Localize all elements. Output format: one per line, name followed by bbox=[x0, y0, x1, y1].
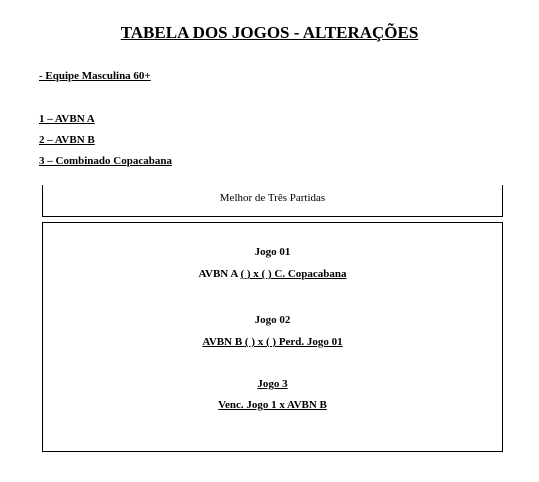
game-3-label: Jogo 3 bbox=[257, 378, 288, 390]
game-1-team-a: AVBN A bbox=[198, 268, 241, 280]
team-item-1: 1 – AVBN A bbox=[39, 113, 95, 125]
document-title: TABELA DOS JOGOS - ALTERAÇÕES bbox=[120, 23, 419, 42]
team-item-3: 3 – Combinado Copacabana bbox=[39, 155, 172, 167]
game-2-matchup bbox=[43, 336, 502, 348]
game-3-score-and-team-b: Venc. Jogo 1 x AVBN B bbox=[218, 399, 327, 411]
category-heading: - Equipe Masculina 60+ bbox=[39, 70, 151, 82]
game-3-matchup bbox=[43, 399, 502, 411]
game-1-matchup bbox=[43, 268, 502, 280]
game-1-label: Jogo 01 bbox=[254, 246, 291, 258]
game-2-score-and-team-b: AVBN B ( ) x ( ) Perd. Jogo 01 bbox=[202, 336, 343, 348]
game-1-score-and-team-b: ( ) x ( ) C. Copacabana bbox=[240, 268, 347, 280]
format-label: Melhor de Três Partidas bbox=[219, 192, 326, 204]
games-box bbox=[42, 222, 503, 452]
format-header-box bbox=[42, 185, 503, 217]
game-2-label: Jogo 02 bbox=[254, 314, 291, 326]
team-item-2: 2 – AVBN B bbox=[39, 134, 95, 146]
